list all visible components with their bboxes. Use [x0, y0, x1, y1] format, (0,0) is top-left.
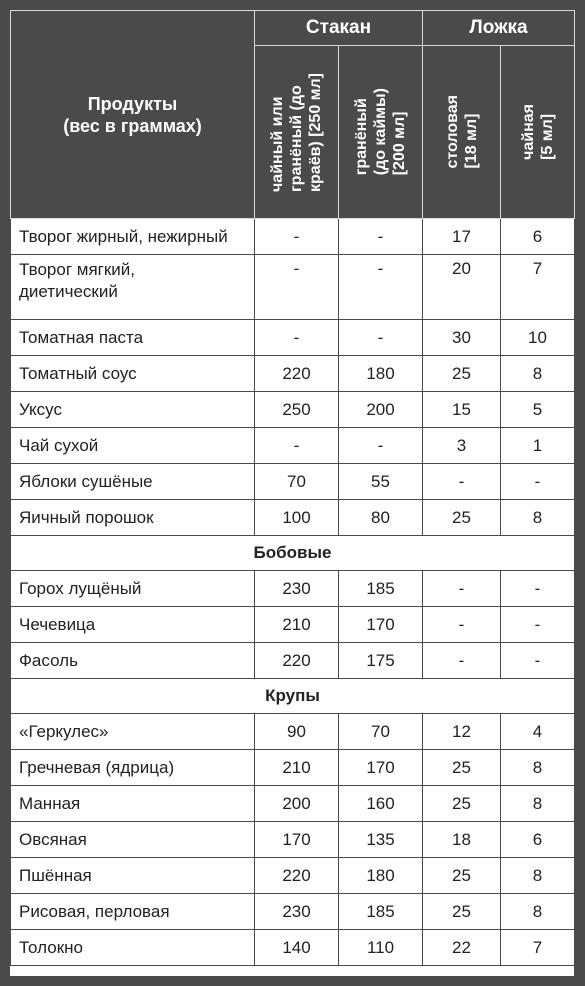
value-cell: 25 [423, 894, 501, 930]
value-cell: 220 [255, 643, 339, 679]
value-cell: 220 [255, 858, 339, 894]
value-cell: 12 [423, 714, 501, 750]
value-cell: 185 [339, 894, 423, 930]
glass-full-label: чайный или гранёный (до краёв) [250 мл] [269, 72, 324, 192]
value-cell: 3 [423, 428, 501, 464]
table-row [11, 219, 575, 255]
product-name-cell: Гречневая (ядрица) [11, 750, 255, 786]
value-cell: - [339, 428, 423, 464]
spoon-table-header [423, 46, 501, 219]
value-cell: - [423, 464, 501, 500]
table-row [11, 607, 575, 643]
table-row [11, 894, 575, 930]
product-name-cell: Яичный порошок [11, 500, 255, 536]
value-cell: - [255, 320, 339, 356]
value-cell: 7 [501, 255, 575, 320]
section-legumes-label: Бобовые [11, 536, 575, 571]
table-row [11, 714, 575, 750]
value-cell: - [339, 219, 423, 255]
value-cell: 25 [423, 786, 501, 822]
value-cell: 135 [339, 822, 423, 858]
value-cell: 70 [255, 464, 339, 500]
value-cell: 18 [423, 822, 501, 858]
table-row [11, 464, 575, 500]
conversion-table [10, 10, 575, 966]
value-cell: - [501, 464, 575, 500]
value-cell: 25 [423, 858, 501, 894]
value-cell: 6 [501, 219, 575, 255]
products-header [11, 11, 255, 219]
value-cell: 22 [423, 930, 501, 966]
value-cell: 170 [339, 750, 423, 786]
value-cell: 170 [255, 822, 339, 858]
product-name-cell: Фасоль [11, 643, 255, 679]
value-cell: 185 [339, 571, 423, 607]
value-cell: 8 [501, 894, 575, 930]
table-row [11, 930, 575, 966]
value-cell: 220 [255, 356, 339, 392]
value-cell: 15 [423, 392, 501, 428]
value-cell: 90 [255, 714, 339, 750]
value-cell: 230 [255, 894, 339, 930]
table-row [11, 356, 575, 392]
value-cell: 25 [423, 750, 501, 786]
value-cell: - [423, 571, 501, 607]
conversion-table-frame [10, 10, 574, 976]
product-name-cell: Чай сухой [11, 428, 255, 464]
value-cell: 8 [501, 750, 575, 786]
value-cell: 30 [423, 320, 501, 356]
section-grains [11, 679, 575, 714]
value-cell: 230 [255, 571, 339, 607]
table-row [11, 320, 575, 356]
product-name-cell: Яблоки сушёные [11, 464, 255, 500]
glass-rim-header [339, 46, 423, 219]
table-row [11, 858, 575, 894]
products-header-unit: (вес в граммах) [63, 115, 202, 136]
value-cell: 5 [501, 392, 575, 428]
table-row [11, 500, 575, 536]
value-cell: 55 [339, 464, 423, 500]
table-header [11, 11, 575, 219]
value-cell: 70 [339, 714, 423, 750]
value-cell: - [339, 255, 423, 320]
section-legumes [11, 536, 575, 571]
table-row [11, 822, 575, 858]
value-cell: 210 [255, 607, 339, 643]
value-cell: 25 [423, 356, 501, 392]
table-row [11, 750, 575, 786]
value-cell: 180 [339, 858, 423, 894]
table-row [11, 571, 575, 607]
value-cell: - [255, 219, 339, 255]
value-cell: - [501, 571, 575, 607]
product-name-cell: Манная [11, 786, 255, 822]
product-name-cell: Томатная паста [11, 320, 255, 356]
table-row [11, 786, 575, 822]
value-cell: 25 [423, 500, 501, 536]
table-row [11, 255, 575, 320]
product-name-cell: Творог жирный, нежирный [11, 219, 255, 255]
value-cell: - [501, 607, 575, 643]
glass-rim-label: гранёный (до каймы) [200 мл] [353, 88, 408, 176]
product-name-cell: Горох лущёный [11, 571, 255, 607]
value-cell: 170 [339, 607, 423, 643]
value-cell: - [423, 607, 501, 643]
value-cell: 4 [501, 714, 575, 750]
product-name-cell: Овсяная [11, 822, 255, 858]
table-row [11, 392, 575, 428]
value-cell: 1 [501, 428, 575, 464]
spoon-tea-label: чайная [5 мл] [519, 104, 556, 160]
section-grains-label: Крупы [11, 679, 575, 714]
products-header-title: Продукты [87, 93, 178, 114]
value-cell: 8 [501, 858, 575, 894]
product-name-cell: Рисовая, перловая [11, 894, 255, 930]
product-name-cell: Томатный соус [11, 356, 255, 392]
value-cell: 7 [501, 930, 575, 966]
value-cell: - [501, 643, 575, 679]
value-cell: 200 [339, 392, 423, 428]
spoon-table-label: столовая [18 мл] [443, 95, 480, 169]
value-cell: 6 [501, 822, 575, 858]
value-cell: 100 [255, 500, 339, 536]
table-body [11, 219, 575, 966]
value-cell: 8 [501, 786, 575, 822]
product-name-cell: «Геркулес» [11, 714, 255, 750]
table-row [11, 643, 575, 679]
value-cell: 10 [501, 320, 575, 356]
spoon-tea-header [501, 46, 575, 219]
value-cell: 8 [501, 356, 575, 392]
value-cell: 180 [339, 356, 423, 392]
value-cell: - [255, 255, 339, 320]
value-cell: 8 [501, 500, 575, 536]
product-name-cell: Творог мягкий, диетический [11, 255, 255, 320]
product-name-cell: Пшённая [11, 858, 255, 894]
spoon-group-header: Ложка [423, 11, 575, 46]
glass-full-header [255, 46, 339, 219]
value-cell: 140 [255, 930, 339, 966]
value-cell: - [255, 428, 339, 464]
value-cell: 20 [423, 255, 501, 320]
value-cell: 210 [255, 750, 339, 786]
value-cell: 110 [339, 930, 423, 966]
value-cell: 175 [339, 643, 423, 679]
product-name-cell: Чечевица [11, 607, 255, 643]
product-name-cell: Уксус [11, 392, 255, 428]
value-cell: - [423, 643, 501, 679]
value-cell: 250 [255, 392, 339, 428]
glass-group-header: Стакан [255, 11, 423, 46]
product-name-cell: Толокно [11, 930, 255, 966]
value-cell: 17 [423, 219, 501, 255]
table-row [11, 428, 575, 464]
value-cell: 160 [339, 786, 423, 822]
value-cell: 200 [255, 786, 339, 822]
value-cell: 80 [339, 500, 423, 536]
value-cell: - [339, 320, 423, 356]
